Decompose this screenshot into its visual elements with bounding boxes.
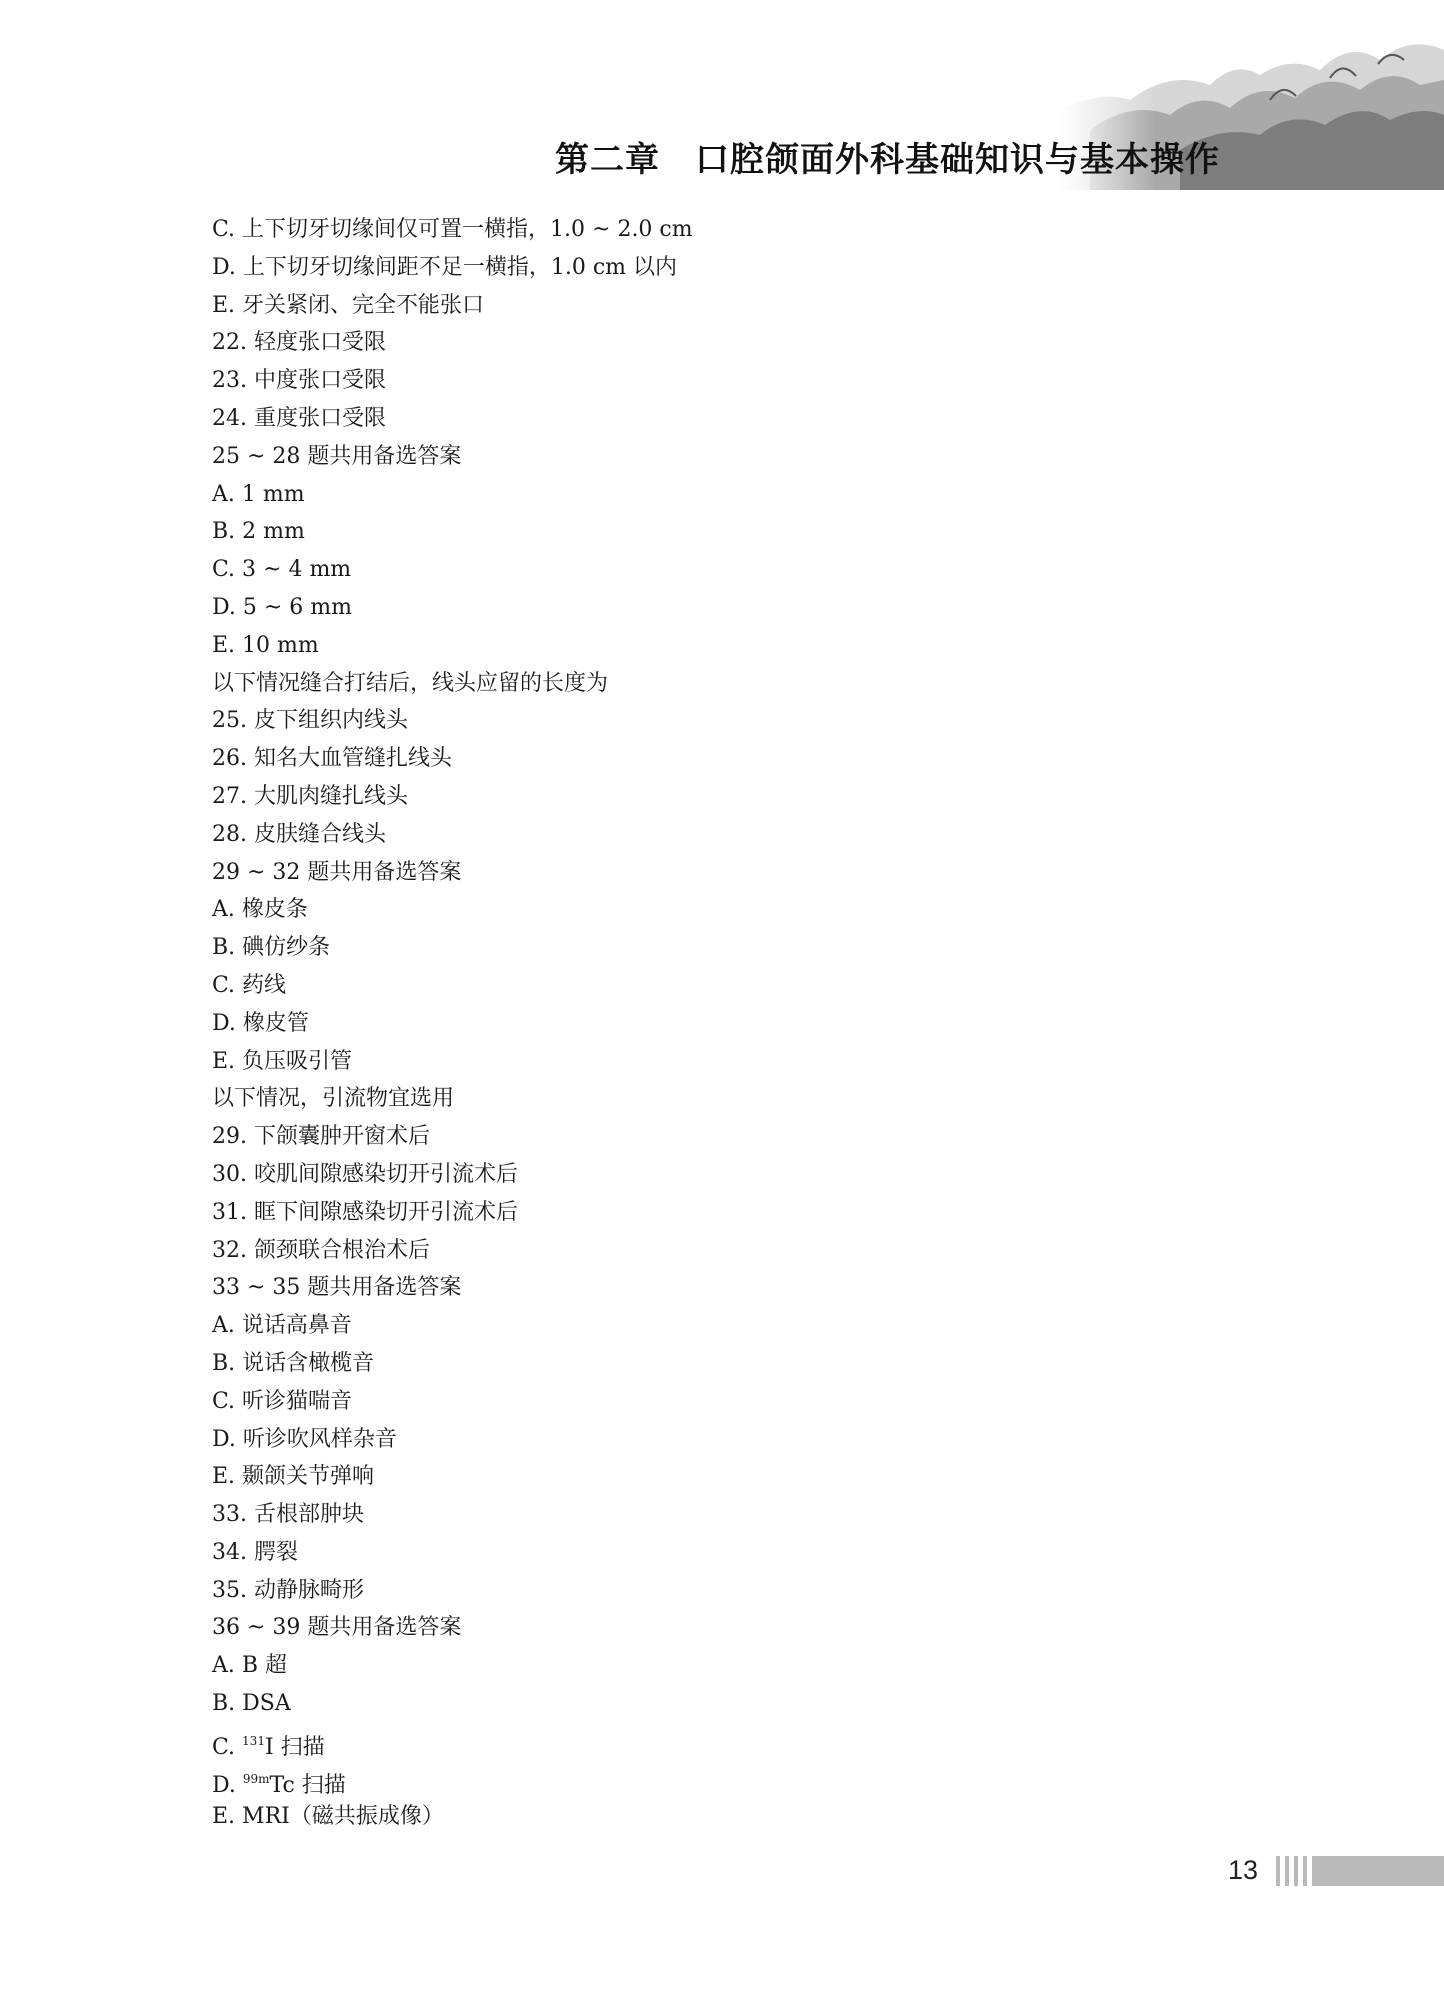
chapter-title: 第二章 口腔颌面外科基础知识与基本操作 bbox=[555, 140, 1220, 180]
text-line: C. 药线 bbox=[212, 972, 287, 998]
text-line: 34. 腭裂 bbox=[212, 1539, 298, 1565]
text-line: 33. 舌根部肿块 bbox=[212, 1502, 364, 1528]
text-line: 30. 咬肌间隙感染切开引流术后 bbox=[212, 1161, 518, 1187]
text-line: 32. 颌颈联合根治术后 bbox=[212, 1237, 430, 1263]
text-line: B. 2 mm bbox=[212, 519, 305, 545]
text-line: E. MRI（磁共振成像） bbox=[212, 1804, 444, 1830]
text-line: 28. 皮肤缝合线头 bbox=[212, 821, 386, 847]
text-line: 25. 皮下组织内线头 bbox=[212, 708, 408, 734]
footer-bar-stripe bbox=[1294, 1856, 1298, 1886]
text-line: 35. 动静脉畸形 bbox=[212, 1577, 364, 1603]
text-line: 23. 中度张口受限 bbox=[212, 368, 386, 394]
line-suffix: Tc 扫描 bbox=[269, 1772, 346, 1798]
text-line: A. 1 mm bbox=[212, 481, 305, 507]
text-line: 36 ~ 39 题共用备选答案 bbox=[212, 1615, 462, 1641]
page-footer bbox=[1228, 1852, 1444, 1888]
text-line: E. 负压吸引管 bbox=[212, 1048, 353, 1074]
text-line: C. 上下切牙切缘间仅可置一横指，1.0 ~ 2.0 cm bbox=[212, 217, 693, 242]
text-line: 33 ~ 35 题共用备选答案 bbox=[212, 1275, 462, 1301]
footer-bar-stripe bbox=[1276, 1856, 1280, 1886]
text-line: 27. 大肌肉缝扎线头 bbox=[212, 783, 408, 809]
text-line: 以下情况缝合打结后，线头应留的长度为 bbox=[212, 670, 609, 696]
text-line: B. DSA bbox=[212, 1691, 291, 1717]
text-line: A. 橡皮条 bbox=[212, 897, 308, 923]
text-line: 26. 知名大血管缝扎线头 bbox=[212, 746, 452, 772]
isotope-superscript: 131 bbox=[242, 1733, 265, 1748]
text-line: D. 听诊吹风样杂音 bbox=[212, 1426, 397, 1452]
text-line: 24. 重度张口受限 bbox=[212, 405, 386, 431]
question-content bbox=[212, 211, 1212, 1836]
text-line: 25 ~ 28 题共用备选答案 bbox=[212, 443, 462, 469]
text-line bbox=[212, 1761, 1212, 1799]
text-line: 29. 下颌囊肿开窗术后 bbox=[212, 1124, 430, 1150]
text-line: 22. 轻度张口受限 bbox=[212, 330, 386, 356]
text-line: B. 说话含橄榄音 bbox=[212, 1350, 375, 1376]
text-line: D. 上下切牙切缘间距不足一横指，1.0 cm 以内 bbox=[212, 254, 677, 280]
text-line: 29 ~ 32 题共用备选答案 bbox=[212, 859, 462, 885]
text-line: B. 碘仿纱条 bbox=[212, 935, 331, 961]
text-line: C. 听诊猫喘音 bbox=[212, 1388, 353, 1414]
text-line: A. 说话高鼻音 bbox=[212, 1313, 352, 1339]
text-line: A. B 超 bbox=[212, 1653, 288, 1679]
text-line: C. 3 ~ 4 mm bbox=[212, 557, 352, 583]
line-prefix: C. bbox=[212, 1734, 243, 1760]
text-line: D. 5 ~ 6 mm bbox=[212, 594, 352, 620]
text-line: 31. 眶下间隙感染切开引流术后 bbox=[212, 1199, 518, 1225]
line-prefix: D. bbox=[212, 1772, 243, 1798]
text-line: E. 牙关紧闭、完全不能张口 bbox=[212, 292, 485, 318]
isotope-superscript: 99m bbox=[242, 1771, 270, 1786]
line-suffix: I 扫描 bbox=[264, 1734, 325, 1760]
text-line bbox=[212, 1723, 1212, 1761]
footer-bar-stripe bbox=[1303, 1856, 1307, 1886]
page-number: 13 bbox=[1228, 1855, 1259, 1885]
text-line: 以下情况，引流物宜选用 bbox=[212, 1086, 455, 1112]
footer-bar-stripe bbox=[1285, 1856, 1289, 1886]
text-line: E. 颞颌关节弹响 bbox=[212, 1464, 375, 1490]
footer-bar bbox=[1312, 1856, 1444, 1886]
text-line: E. 10 mm bbox=[212, 632, 319, 658]
text-line: D. 橡皮管 bbox=[212, 1010, 309, 1036]
